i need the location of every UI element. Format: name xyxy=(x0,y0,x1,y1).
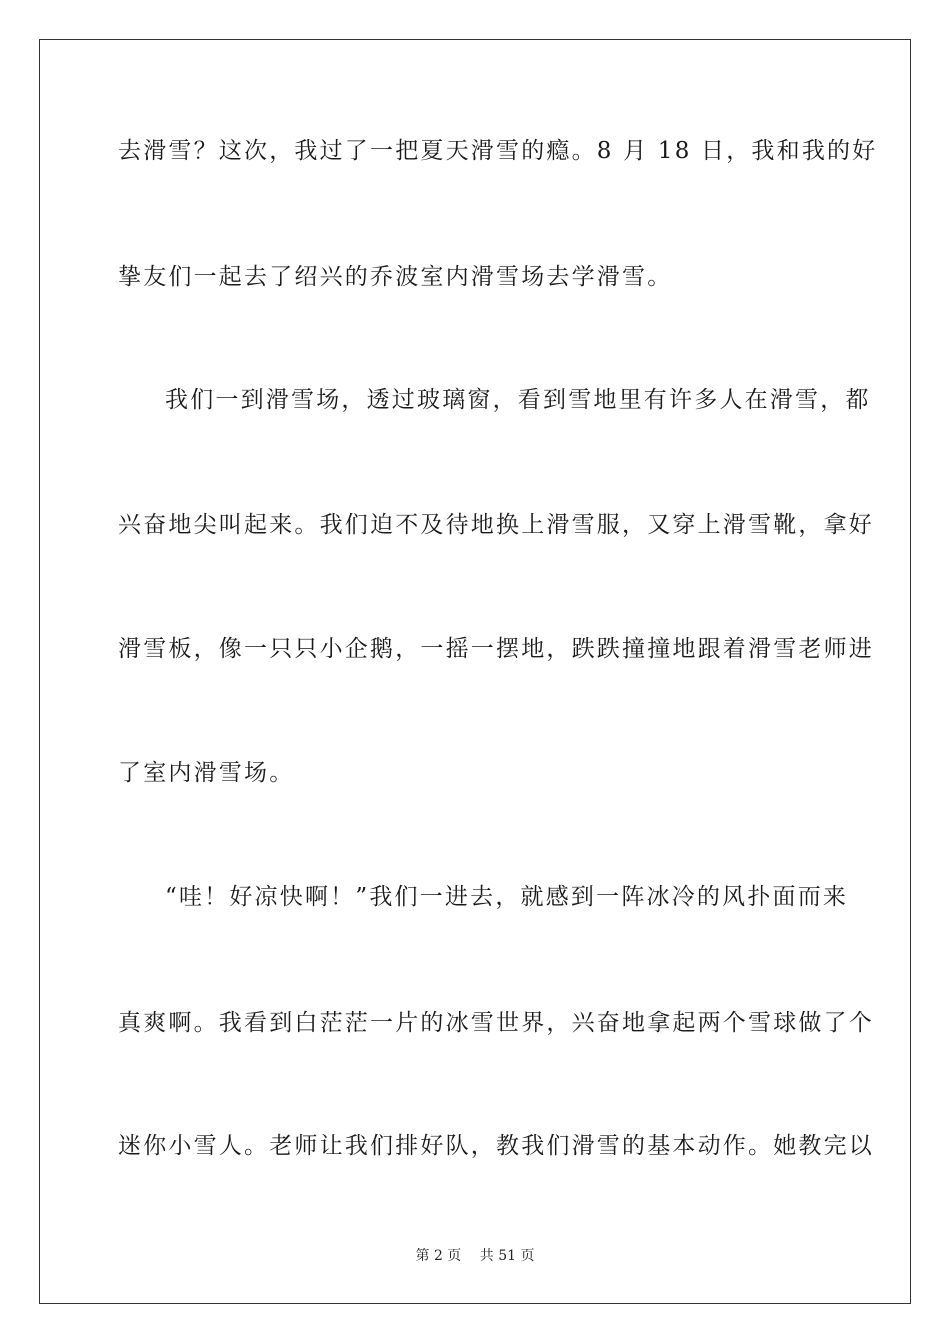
paragraph-line: 迷你小雪人。老师让我们排好队，教我们滑雪的基本动作。她教完以 xyxy=(118,1133,874,1159)
paragraph-line: 我们一到滑雪场，透过玻璃窗，看到雪地里有许多人在滑雪，都 xyxy=(165,387,871,413)
page-number-footer: 第 2 页 共 51 页 xyxy=(415,1248,535,1264)
paragraph-line: 滑雪板，像一只只小企鹅，一摇一摆地，跌跌撞撞地跟着滑雪老师进 xyxy=(118,636,874,662)
page-border xyxy=(39,39,911,1304)
paragraph-line: 去滑雪？这次，我过了一把夏天滑雪的瘾。8 月 18 日，我和我的好 xyxy=(118,138,878,164)
paragraph-line: 了室内滑雪场。 xyxy=(118,760,295,786)
paragraph-line: “哇！好凉快啊！”我们一进去，就感到一阵冰冷的风扑面而来 xyxy=(165,884,849,910)
paragraph-line: 真爽啊。我看到白茫茫一片的冰雪世界，兴奋地拿起两个雪球做了个 xyxy=(118,1010,874,1036)
paragraph-line: 挚友们一起去了绍兴的乔波室内滑雪场去学滑雪。 xyxy=(118,264,673,290)
paragraph-line: 兴奋地尖叫起来。我们迫不及待地换上滑雪服，又穿上滑雪靴，拿好 xyxy=(118,512,874,538)
